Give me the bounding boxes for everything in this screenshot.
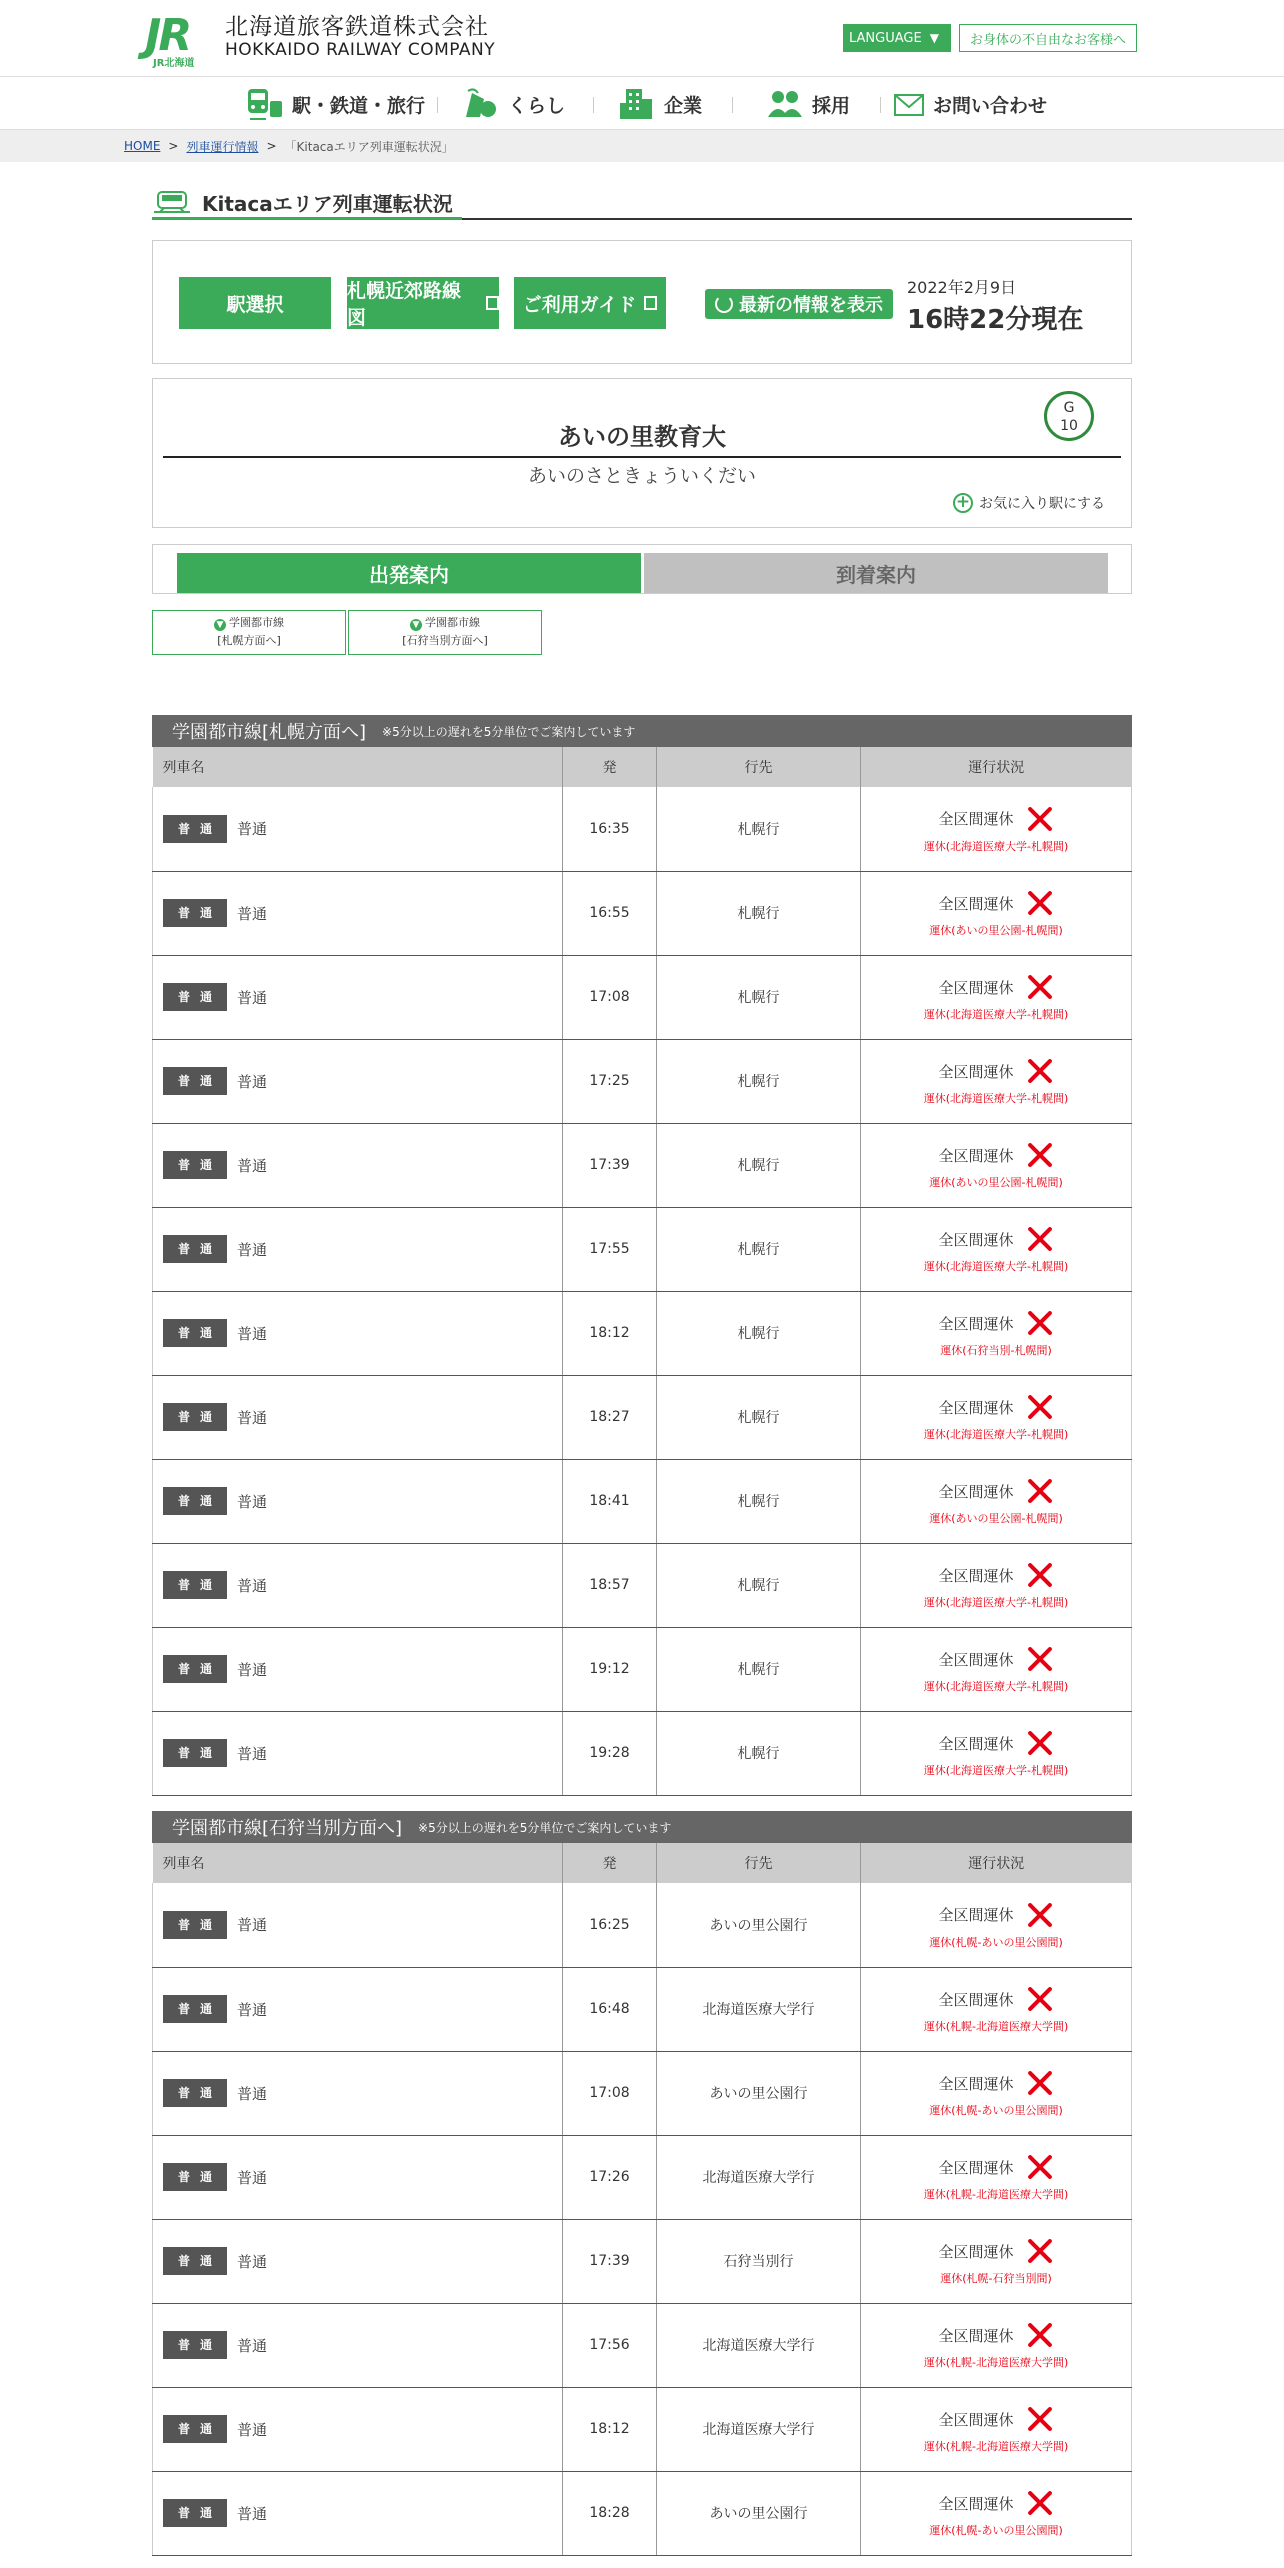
direction-dest: [石狩当別方面へ]	[402, 634, 488, 647]
suspension-detail: 運休(北海道医療大学-札幌間)	[923, 1260, 1069, 1273]
page-title-bar	[152, 186, 1132, 220]
people-icon	[766, 87, 804, 121]
train-type-badge: 普通	[163, 1403, 227, 1431]
suspended-x-icon	[1026, 2405, 1054, 2433]
suspension-detail: 運休(石狩当別-札幌間)	[940, 1344, 1052, 1357]
destination: 札幌行	[657, 1291, 861, 1375]
direction-link-sapporo[interactable]	[152, 610, 346, 655]
direction-link-ishikari-tobetsu[interactable]	[348, 610, 542, 655]
destination: 札幌行	[657, 787, 861, 871]
external-pdf-icon	[486, 296, 499, 310]
table-header-row	[153, 747, 1132, 787]
train-type-badge: 普通	[163, 2331, 227, 2359]
suspension-detail: 運休(札幌-あいの里公園間)	[929, 1935, 1063, 1949]
train-type-badge: 普通	[163, 1655, 227, 1683]
button-label: ご利用ガイド	[522, 293, 637, 316]
suspended-x-icon	[1026, 1057, 1054, 1085]
breadcrumb-separator: >	[266, 139, 277, 153]
status-cell	[861, 787, 1132, 871]
chevron-down-icon: ▼	[929, 31, 939, 45]
suspended-x-icon	[1026, 1901, 1054, 1929]
table-row	[153, 871, 1132, 955]
departure-time: 18:12	[563, 1291, 657, 1375]
suspension-detail: 運休(北海道医療大学-札幌間)	[923, 1092, 1069, 1105]
column-header-train: 列車名	[153, 1843, 563, 1883]
train-name-cell	[153, 1711, 563, 1795]
site-header	[0, 0, 1284, 76]
suspension-detail: 運休(北海道医療大学-札幌間)	[923, 1008, 1069, 1021]
table-row	[153, 955, 1132, 1039]
column-header-departure: 発	[563, 1843, 657, 1883]
table-row	[153, 1883, 1132, 1967]
suspension-detail: 運休(北海道医療大学-札幌間)	[923, 839, 1069, 853]
status-cell	[861, 1883, 1132, 1967]
status-text: 全区間運休	[938, 1650, 1014, 1669]
refresh-button[interactable]	[705, 289, 893, 319]
nav-label: くらし	[508, 94, 566, 117]
destination: 札幌行	[657, 1207, 861, 1291]
suspended-x-icon	[1026, 1309, 1054, 1337]
train-name-cell	[153, 1459, 563, 1543]
train-name-cell	[153, 2387, 563, 2471]
table-row	[153, 787, 1132, 871]
timetable-body	[153, 787, 1132, 1795]
train-type-badge: 普通	[163, 983, 227, 1011]
status-cell	[861, 1291, 1132, 1375]
nav-label: 企業	[664, 94, 703, 117]
table-row	[153, 2051, 1132, 2135]
status-text: 全区間運休	[938, 1990, 1014, 2009]
train-name-cell	[153, 2471, 563, 2555]
refresh-icon	[715, 295, 733, 313]
train-name-cell	[153, 2219, 563, 2303]
train-name-cell	[153, 1375, 563, 1459]
departure-time: 17:55	[563, 1207, 657, 1291]
train-type-badge: 普通	[163, 2499, 227, 2527]
status-cell	[861, 2387, 1132, 2471]
suspension-detail: 運休(北海道医療大学-札幌間)	[923, 1596, 1069, 1609]
destination: 札幌行	[657, 955, 861, 1039]
train-type: 普通	[237, 1744, 268, 1763]
train-type: 普通	[237, 904, 268, 923]
suspended-x-icon	[1026, 805, 1054, 833]
usage-guide-button[interactable]	[514, 277, 666, 329]
suspension-detail: 運休(札幌-あいの里公園間)	[929, 2524, 1063, 2537]
breadcrumb-separator: >	[168, 139, 179, 153]
timetable-body	[153, 1883, 1132, 2555]
arrow-down-icon: ▼	[214, 619, 226, 631]
train-name-cell	[153, 1627, 563, 1711]
table-row	[153, 1291, 1132, 1375]
train-name-cell	[153, 1207, 563, 1291]
suspended-x-icon	[1026, 2069, 1054, 2097]
train-type: 普通	[237, 1156, 268, 1175]
train-type: 普通	[237, 1072, 268, 1091]
column-header-status: 運行状況	[861, 1843, 1132, 1883]
column-header-destination: 行先	[657, 747, 861, 787]
table-row	[153, 2219, 1132, 2303]
title-accent-bar	[152, 217, 462, 220]
column-header-destination: 行先	[657, 1843, 861, 1883]
suspended-x-icon	[1026, 1985, 1054, 2013]
departure-time: 18:27	[563, 1375, 657, 1459]
status-cell	[861, 1627, 1132, 1711]
external-pdf-icon	[644, 296, 657, 310]
status-cell	[861, 1039, 1132, 1123]
table-row	[153, 2303, 1132, 2387]
table-row	[153, 1543, 1132, 1627]
status-text: 全区間運休	[938, 1566, 1014, 1585]
suspended-x-icon	[1026, 973, 1054, 1001]
destination: 札幌行	[657, 1123, 861, 1207]
suspended-x-icon	[1026, 2489, 1054, 2517]
destination: 北海道医療大学行	[657, 1967, 861, 2051]
train-type-badge: 普通	[163, 1911, 227, 1939]
train-type: 普通	[237, 2420, 268, 2439]
nav-item-recruit[interactable]	[766, 85, 850, 123]
status-cell	[861, 2471, 1132, 2555]
status-text: 全区間運休	[938, 978, 1014, 997]
train-name-cell	[153, 2051, 563, 2135]
nav-label: 採用	[812, 94, 851, 117]
status-cell	[861, 955, 1132, 1039]
breadcrumb	[0, 130, 1284, 162]
add-favorite-button[interactable]	[953, 493, 1105, 513]
train-type: 普通	[237, 820, 268, 839]
train-type: 普通	[237, 1408, 268, 1427]
destination: 札幌行	[657, 1039, 861, 1123]
station-name-kana: あいのさときょういくだい	[527, 465, 756, 487]
accessibility-link[interactable]: お身体の不自由なお客様へ	[959, 24, 1137, 52]
train-name-cell	[153, 871, 563, 955]
tab-departure[interactable]: 出発案内	[177, 553, 641, 593]
nav-item-company[interactable]	[618, 85, 702, 123]
language-button[interactable]	[843, 24, 951, 52]
departure-time: 17:39	[563, 2219, 657, 2303]
table-row	[153, 1207, 1132, 1291]
column-header-train: 列車名	[153, 747, 563, 787]
status-cell	[861, 2219, 1132, 2303]
status-text: 全区間運休	[938, 1398, 1014, 1417]
status-text: 全区間運休	[938, 894, 1014, 913]
destination: 札幌行	[657, 871, 861, 955]
departure-time: 16:48	[563, 1967, 657, 2051]
train-type: 普通	[237, 1660, 268, 1679]
update-time: 16時22分現在	[907, 305, 1084, 335]
nav-item-railway[interactable]	[246, 85, 425, 123]
departure-time: 19:28	[563, 1711, 657, 1795]
status-cell	[861, 1459, 1132, 1543]
status-cell	[861, 2303, 1132, 2387]
departure-time: 16:35	[563, 787, 657, 871]
destination: あいの里公園行	[657, 2051, 861, 2135]
global-nav	[0, 76, 1284, 130]
destination: あいの里公園行	[657, 2471, 861, 2555]
suspension-detail: 運休(札幌-北海道医療大学間)	[923, 2356, 1069, 2369]
suspended-x-icon	[1026, 1561, 1054, 1589]
train-type-badge: 普通	[163, 2415, 227, 2443]
section-header	[152, 715, 1132, 747]
train-type-badge: 普通	[163, 1067, 227, 1095]
departure-time: 19:12	[563, 1627, 657, 1711]
train-name-cell	[153, 1291, 563, 1375]
train-type: 普通	[237, 2000, 268, 2019]
status-text: 全区間運休	[938, 2158, 1014, 2177]
suspension-detail: 運休(札幌-あいの里公園間)	[929, 2104, 1063, 2117]
station-line-code: G	[1063, 400, 1075, 416]
status-cell	[861, 1207, 1132, 1291]
building-icon	[618, 87, 656, 121]
train-type-badge: 普通	[163, 2163, 227, 2191]
train-name-cell	[153, 1543, 563, 1627]
table-row	[153, 2471, 1132, 2555]
status-text: 全区間運休	[938, 2494, 1014, 2513]
suspended-x-icon	[1026, 889, 1054, 917]
train-icon	[246, 87, 284, 121]
train-name-cell	[153, 955, 563, 1039]
page-title: Kitacaエリア列車運転状況	[202, 192, 453, 216]
tab-arrival[interactable]: 到着案内	[644, 553, 1108, 593]
departure-time: 17:08	[563, 955, 657, 1039]
status-text: 全区間運休	[938, 1062, 1014, 1081]
departure-time: 18:12	[563, 2387, 657, 2471]
table-row	[153, 1711, 1132, 1795]
section-note: ※5分以上の遅れを5分単位でご案内しています	[382, 724, 636, 739]
train-name-cell	[153, 787, 563, 871]
suspended-x-icon	[1026, 1645, 1054, 1673]
table-row	[153, 1459, 1132, 1543]
departure-time: 17:56	[563, 2303, 657, 2387]
destination: 札幌行	[657, 1375, 861, 1459]
train-type-badge: 普通	[163, 1995, 227, 2023]
nav-item-contact[interactable]	[893, 85, 1047, 123]
suspended-x-icon	[1026, 1729, 1054, 1757]
suspension-detail: 運休(札幌-北海道医療大学間)	[923, 2188, 1069, 2201]
timetable-section-sapporo	[152, 715, 1132, 1796]
destination: 石狩当別行	[657, 2219, 861, 2303]
direction-line: 学園都市線	[229, 616, 284, 629]
table-header-row	[153, 1843, 1132, 1883]
suspended-x-icon	[1026, 1225, 1054, 1253]
destination: 札幌行	[657, 1711, 861, 1795]
destination: 札幌行	[657, 1459, 861, 1543]
jr-hokkaido-logo[interactable]	[145, 10, 496, 69]
departure-time: 17:08	[563, 2051, 657, 2135]
train-name-cell	[153, 1039, 563, 1123]
train-type-badge: 普通	[163, 899, 227, 927]
timetable-section-ishikari-tobetsu	[152, 1811, 1132, 2556]
status-text: 全区間運休	[938, 1734, 1014, 1753]
company-name-en: HOKKAIDO RAILWAY COMPANY	[225, 40, 496, 60]
train-type-badge: 普通	[163, 1739, 227, 1767]
control-panel	[152, 240, 1132, 364]
status-text: 全区間運休	[938, 1230, 1014, 1249]
company-name-jp: 北海道旅客鉄道株式会社	[225, 14, 489, 40]
train-name-cell	[153, 1123, 563, 1207]
train-type: 普通	[237, 1324, 268, 1343]
table-row	[153, 1375, 1132, 1459]
train-name-cell	[153, 1883, 563, 1967]
train-front-icon	[154, 190, 190, 214]
station-number: 10	[1060, 418, 1078, 434]
suspension-detail: 運休(あいの里公園-札幌間)	[929, 924, 1063, 937]
train-type-badge: 普通	[163, 1235, 227, 1263]
logo-sub-text: JR北海道	[153, 58, 195, 69]
suspension-detail: 運休(北海道医療大学-札幌間)	[923, 1764, 1069, 1777]
plus-circle-icon: +	[953, 493, 973, 513]
train-type-badge: 普通	[163, 1319, 227, 1347]
train-type: 普通	[237, 2336, 268, 2355]
suspension-detail: 運休(札幌-北海道医療大学間)	[923, 2440, 1069, 2453]
destination: 北海道医療大学行	[657, 2303, 861, 2387]
lifestyle-icon	[462, 87, 500, 121]
suspended-x-icon	[1026, 1141, 1054, 1169]
train-name-cell	[153, 2303, 563, 2387]
departure-time: 18:57	[563, 1543, 657, 1627]
breadcrumb-train-info-link[interactable]: 列車運行情報	[186, 139, 259, 154]
language-label: LANGUAGE	[849, 30, 922, 46]
train-name-cell	[153, 2135, 563, 2219]
nav-divider	[880, 97, 881, 113]
table-row	[153, 1627, 1132, 1711]
departure-time: 18:28	[563, 2471, 657, 2555]
train-type: 普通	[237, 1576, 268, 1595]
departure-time: 17:25	[563, 1039, 657, 1123]
train-type-badge: 普通	[163, 1151, 227, 1179]
table-row	[153, 1039, 1132, 1123]
status-cell	[861, 1711, 1132, 1795]
train-type: 普通	[237, 2252, 268, 2271]
train-name-cell	[153, 1967, 563, 2051]
status-cell	[861, 1967, 1132, 2051]
timetable	[152, 1843, 1132, 2556]
station-select-button[interactable]	[179, 277, 331, 329]
status-text: 全区間運休	[938, 1146, 1014, 1165]
table-row	[153, 1123, 1132, 1207]
nav-divider	[732, 97, 733, 113]
train-type-badge: 普通	[163, 1571, 227, 1599]
status-text: 全区間運休	[938, 1906, 1014, 1925]
status-text: 全区間運休	[938, 2242, 1014, 2261]
suspension-detail: 運休(北海道医療大学-札幌間)	[923, 1680, 1069, 1693]
departure-time: 18:41	[563, 1459, 657, 1543]
status-cell	[861, 1375, 1132, 1459]
train-type: 普通	[237, 2168, 268, 2187]
status-text: 全区間運休	[938, 810, 1014, 829]
nav-label: お問い合わせ	[933, 94, 1048, 117]
table-row	[153, 1967, 1132, 2051]
suspension-detail: 運休(あいの里公園-札幌間)	[929, 1512, 1063, 1525]
table-row	[153, 2135, 1132, 2219]
suspended-x-icon	[1026, 1477, 1054, 1505]
button-label: 駅選択	[226, 293, 284, 316]
breadcrumb-current: 「Kitacaエリア列車運転状況」	[284, 139, 454, 154]
section-title: 学園都市線[石狩当別方面へ]	[172, 1818, 403, 1839]
departure-time: 17:26	[563, 2135, 657, 2219]
suspension-detail: 運休(札幌-北海道医療大学間)	[923, 2020, 1069, 2033]
train-type: 普通	[237, 988, 268, 1007]
destination: 札幌行	[657, 1543, 861, 1627]
status-text: 全区間運休	[938, 1314, 1014, 1333]
status-cell	[861, 2135, 1132, 2219]
direction-dest: [札幌方面へ]	[217, 634, 281, 647]
section-header	[152, 1811, 1132, 1843]
train-type: 普通	[237, 1916, 268, 1935]
train-type: 普通	[237, 1492, 268, 1511]
nav-divider	[437, 97, 438, 113]
button-label: 札幌近郊路線図	[347, 280, 462, 329]
button-label: 最新の情報を表示	[739, 295, 883, 316]
destination: 北海道医療大学行	[657, 2387, 861, 2471]
tab-bar	[152, 544, 1132, 594]
table-row	[153, 2387, 1132, 2471]
train-type-badge: 普通	[163, 2247, 227, 2275]
status-text: 全区間運休	[938, 2074, 1014, 2093]
suspension-detail: 運休(札幌-石狩当別間)	[940, 2272, 1052, 2285]
section-note: ※5分以上の遅れを5分単位でご案内しています	[418, 1820, 672, 1835]
departure-time: 16:55	[563, 871, 657, 955]
train-type-badge: 普通	[163, 2079, 227, 2107]
status-text: 全区間運休	[938, 1482, 1014, 1501]
destination: あいの里公園行	[657, 1883, 861, 1967]
status-cell	[861, 1123, 1132, 1207]
station-panel	[152, 378, 1132, 528]
section-title: 学園都市線[札幌方面へ]	[172, 722, 367, 743]
nav-divider	[593, 97, 594, 113]
direction-line: 学園都市線	[425, 616, 480, 629]
destination: 北海道医療大学行	[657, 2135, 861, 2219]
arrow-down-icon: ▼	[410, 619, 422, 631]
suspension-detail: 運休(あいの里公園-札幌間)	[929, 1176, 1063, 1189]
suspended-x-icon	[1026, 2237, 1054, 2265]
update-date: 2022年2月9日	[907, 278, 1017, 297]
train-type: 普通	[237, 1240, 268, 1259]
train-type-badge: 普通	[163, 1487, 227, 1515]
status-cell	[861, 871, 1132, 955]
departure-time: 17:39	[563, 1123, 657, 1207]
route-map-button[interactable]	[347, 277, 499, 329]
destination: 札幌行	[657, 1627, 861, 1711]
nav-label: 駅・鉄道・旅行	[292, 94, 426, 117]
train-type-badge: 普通	[163, 815, 227, 843]
column-header-status: 運行状況	[861, 747, 1132, 787]
status-cell	[861, 1543, 1132, 1627]
suspension-detail: 運休(北海道医療大学-札幌間)	[923, 1428, 1069, 1441]
timetable	[152, 747, 1132, 1796]
status-text: 全区間運休	[938, 2326, 1014, 2345]
station-name: あいの里教育大	[163, 417, 1121, 458]
departure-time: 16:25	[563, 1883, 657, 1967]
mail-icon	[893, 87, 925, 121]
train-type: 普通	[237, 2504, 268, 2523]
column-header-departure: 発	[563, 747, 657, 787]
train-type: 普通	[237, 2084, 268, 2103]
breadcrumb-home-link[interactable]: HOME	[124, 139, 161, 153]
nav-item-lifestyle[interactable]	[462, 85, 565, 123]
logo-mark-text: JR	[145, 10, 190, 61]
jr-logo-mark	[145, 10, 215, 69]
status-cell	[861, 2051, 1132, 2135]
status-text: 全区間運休	[938, 2410, 1014, 2429]
suspended-x-icon	[1026, 2321, 1054, 2349]
suspended-x-icon	[1026, 1393, 1054, 1421]
favorite-label: お気に入り駅にする	[979, 496, 1105, 512]
suspended-x-icon	[1026, 2153, 1054, 2181]
